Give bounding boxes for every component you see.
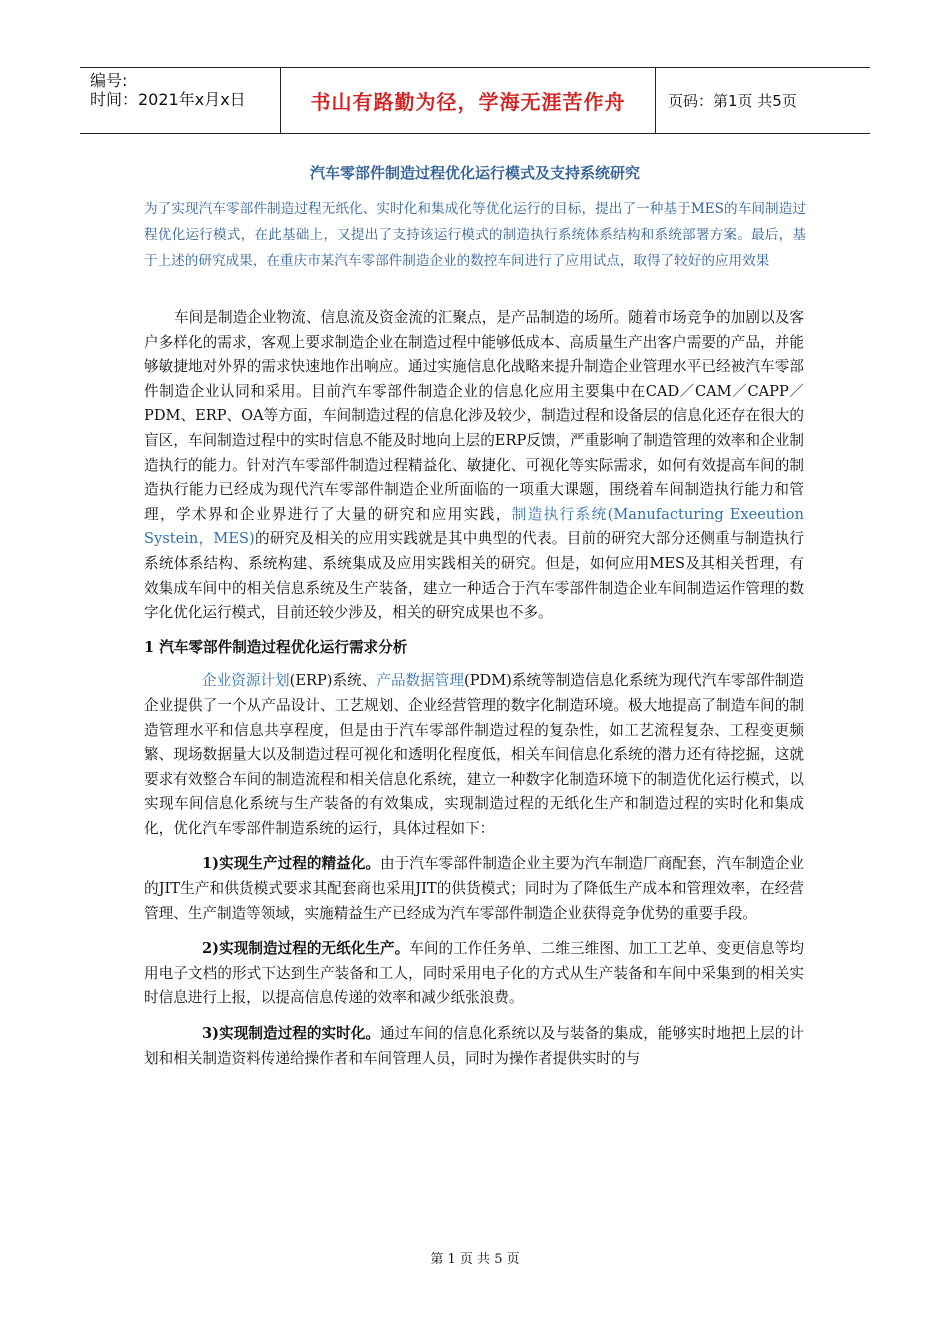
erp-link[interactable]: 企业资源计划: [202, 672, 290, 690]
header-motto: 书山有路勤为径，学海无涯苦作舟: [280, 68, 656, 133]
article-title: 汽车零部件制造过程优化运行模式及支持系统研究: [309, 164, 640, 182]
list-item: [144, 852, 804, 926]
list-item: [144, 937, 804, 1011]
page-footer: 第 1 页 共 5 页: [430, 1252, 520, 1267]
intro-text-2: 的研究及相关的应用实践就是其中典型的代表。目前的研究大部分还侧重与制造执行系统体系结构、系统构建、系统集成及应用实践相关的研究。但是，如何应用MES及其相关哲理，有效集成车间中的相关信息系统及生产装备，建立一种适合于汽车零部件制造企业车间制造运作管理的数字化优化运行模式，目前还较少涉及，相关的研究成果也不多。: [144, 530, 804, 622]
item-text: 车间的工作任务单、二维三维图、加工工艺单、变更信息等均用电子文档的形式下达到生产装备和工人，同时采用电子化的方式从生产装备和车间中采集到的相关实时信息进行上报，以提高信息传递的效率和减少纸张浪费。: [144, 940, 804, 1007]
item-text: 通过车间的信息化系统以及与装备的集成，能够实时地把上层的计划和相关制造资料传递给操作者和车间管理人员，同时为操作者提供实时的与: [144, 1025, 804, 1067]
document-number-label: 编号:: [90, 71, 128, 90]
intro-text-1: 车间是制造企业物流、信息流及资金流的汇聚点，是产品制造的场所。随着市场竞争的加剧以及客户多样化的需求，客观上要求制造企业在制造过程中能够低成本、高质量生产出客户需要的产品，并能够敏捷地对外界的需求快速地作出响应。通过实施信息化战略来提升制造企业管理水平已经被汽车零部件制造企业认同和采用。目前汽车零部件制造企业的信息化应用主要集中在CAD／CAM／CAPP／PDM、ERP、OA等方面，车间制造过程的信息化涉及较少，制造过程和设备层的信息化还存在很大的盲区，车间制造过程中的实时信息不能及时地向上层的ERP反馈，严重影响了制造管理的效率和企业制造执行的能力。针对汽车零部件制造过程精益化、敏捷化、可视化等实际需求，如何有效提高车间的制造执行能力已经成为现代汽车零部件制造企业所面临的一项重大课题，围绕着车间制造执行能力和管理，学术界和企业界进行了大量的研究和应用实践，: [144, 309, 804, 523]
item-lead: 2)实现制造过程的无纸化生产。: [202, 940, 410, 958]
pdm-link[interactable]: 产品数据管理: [376, 672, 464, 690]
list-item: [144, 1022, 804, 1071]
section-1-heading: 1 汽车零部件制造过程优化运行需求分析: [144, 638, 408, 656]
article-body: [144, 306, 804, 1071]
page-header: [80, 67, 870, 134]
item-lead: 3)实现制造过程的实时化。: [202, 1025, 380, 1043]
item-lead: 1)实现生产过程的精益化。: [202, 855, 380, 873]
section-1-text-2: (PDM)系统等制造信息化系统为现代汽车零部件制造企业提供了一个从产品设计、工艺规划、企业经营管理的数字化制造环境。极大地提高了制造车间的制造管理水平和信息共享程度，但是由于汽车零部件制造过程的复杂性，如工艺流程复杂、工程变更频繁、现场数据量大以及制造过程可视化和透明化程度低，相关车间信息化系统的潜力还有待挖掘，这就要求有效整合车间的制造流程和相关信息化系统，建立一种数字化制造环境下的制造优化运行模式，以实现车间信息化系统与生产装备的有效集成，实现制造过程的无纸化生产和制造过程的实时化和集成化，优化汽车零部件制造系统的运行，具体过程如下：: [144, 672, 804, 837]
mes-link[interactable]: 制造执行系统(Manufacturing Exeeution Systein，MES): [144, 505, 804, 548]
header-page-info: 页码：第1页 共5页: [668, 92, 797, 110]
section-1-paragraph: [144, 669, 804, 841]
intro-paragraph: [144, 306, 804, 626]
document-time-label: 时间：2021年x月x日: [90, 90, 246, 109]
article-abstract: 为了实现汽车零部件制造过程无纸化、实时化和集成化等优化运行的目标，提出了一种基于MES的车间制造过程优化运行模式，在此基础上，又提出了支持该运行模式的制造执行系统体系结构和系统部署方案。最后，基于上述的研究成果，在重庆市某汽车零部件制造企业的数控车间进行了应用试点，取得了较好的应用效果: [144, 201, 806, 269]
item-text: 由于汽车零部件制造企业主要为汽车制造厂商配套，汽车制造企业的JIT生产和供货模式要求其配套商也采用JIT的供货模式；同时为了降低生产成本和管理效率，在经营管理、生产制造等领域，实施精益生产已经成为汽车零部件制造企业获得竞争优势的重要手段。: [144, 855, 804, 922]
section-1-text-1: (ERP)系统、: [289, 672, 377, 690]
header-left: [80, 68, 280, 133]
